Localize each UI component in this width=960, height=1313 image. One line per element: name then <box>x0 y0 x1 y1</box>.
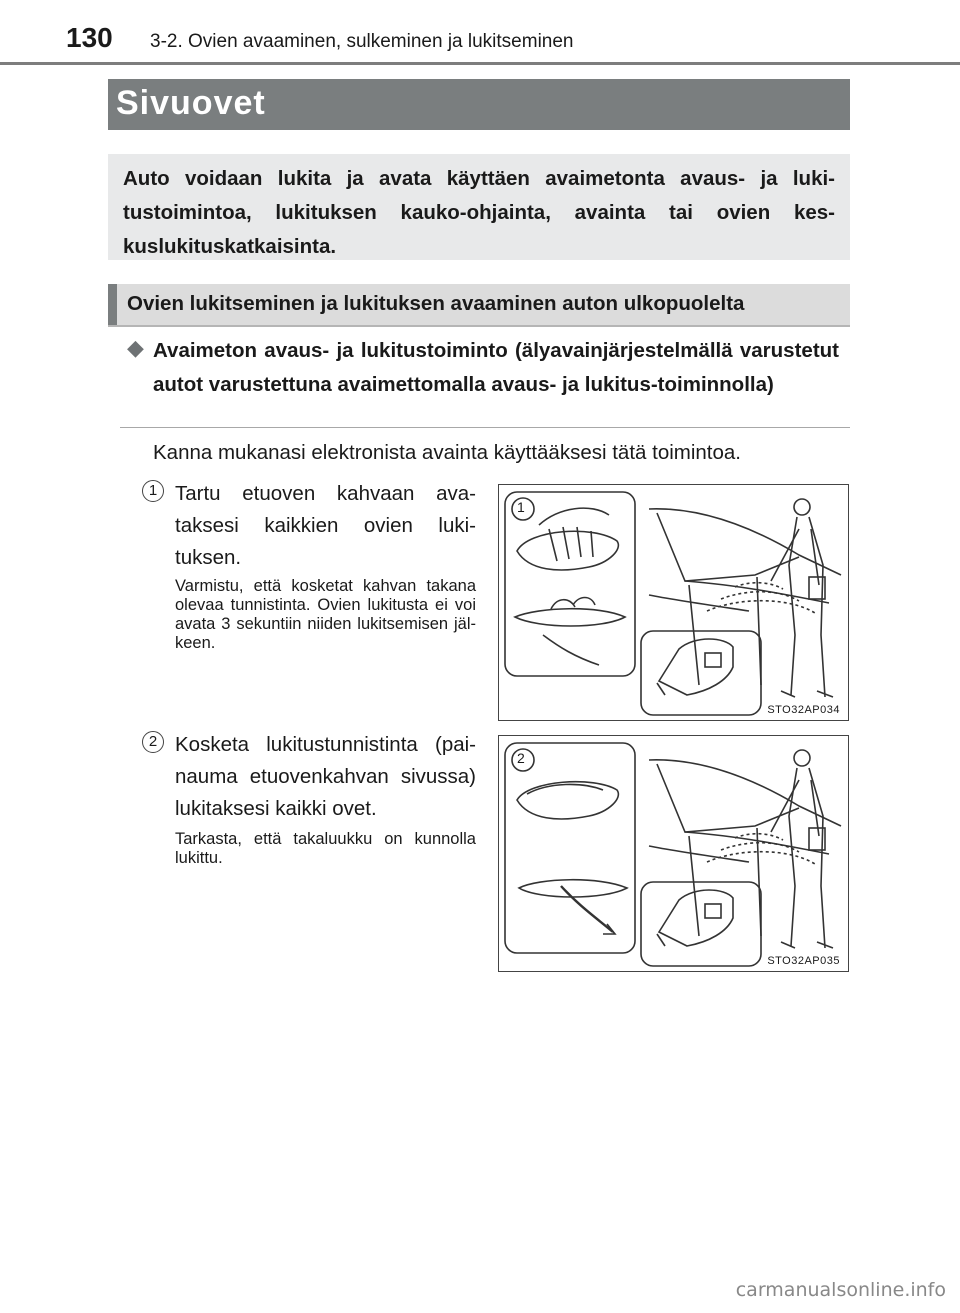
figure-label: 1 <box>517 499 525 515</box>
subheading-accent <box>108 284 117 325</box>
intro-text: Auto voidaan lukita ja avata käyttäen avaimetonta avaus- ja luki-tustoimintoa, lukituksen kauko-ohjainta, avainta tai ovien kes-kuslukituskatkaisinta. <box>123 167 835 258</box>
figure-code: STO32AP035 <box>767 955 840 967</box>
bullet-divider <box>120 427 850 428</box>
figure-code: STO32AP034 <box>767 704 840 716</box>
step-note: Varmistu, että kosketat kahvan takana olevaa tunnistinta. Ovien lukitusta ei voi avata 3 sekuntiin niiden lukitsemisen jäl-keen. <box>175 577 476 652</box>
carry-key-text: Kanna mukanasi elektronista avainta käyttääksesi tätä toimintoa. <box>153 441 741 464</box>
page-title: Sivuovet <box>116 84 266 122</box>
subheading: Ovien lukitseminen ja lukituksen avaaminen auton ulkopuolelta <box>127 292 745 315</box>
step-instruction: Tartu etuoven kahvaan ava-taksesi kaikkien ovien luki-tuksen. <box>175 482 476 569</box>
figure-2 <box>498 735 849 972</box>
step-note: Tarkasta, että takaluukku on kunnolla lukittu. <box>175 830 476 867</box>
figure-illustration <box>499 736 847 970</box>
step-number: 1 <box>142 480 164 502</box>
diamond-bullet-icon: ◆ <box>127 335 144 360</box>
section-title: 3-2. Ovien avaaminen, sulkeminen ja lukitseminen <box>150 31 574 52</box>
bullet-heading: Avaimeton avaus- ja lukitustoiminto (älyavainjärjestelmällä varustetut autot varustettuna avaimettomalla avaus- ja lukitus-toiminnolla) <box>153 339 839 396</box>
step-number: 2 <box>142 731 164 753</box>
page-number: 130 <box>66 22 113 53</box>
figure-label: 2 <box>517 750 525 766</box>
step-instruction: Kosketa lukitustunnistinta (pai-nauma etuovenkahvan sivussa) lukitaksesi kaikki ovet. <box>175 733 476 820</box>
figure-1 <box>498 484 849 721</box>
watermark: carmanualsonline.info <box>735 1279 946 1301</box>
figure-illustration <box>499 485 847 719</box>
header-divider <box>0 62 960 65</box>
